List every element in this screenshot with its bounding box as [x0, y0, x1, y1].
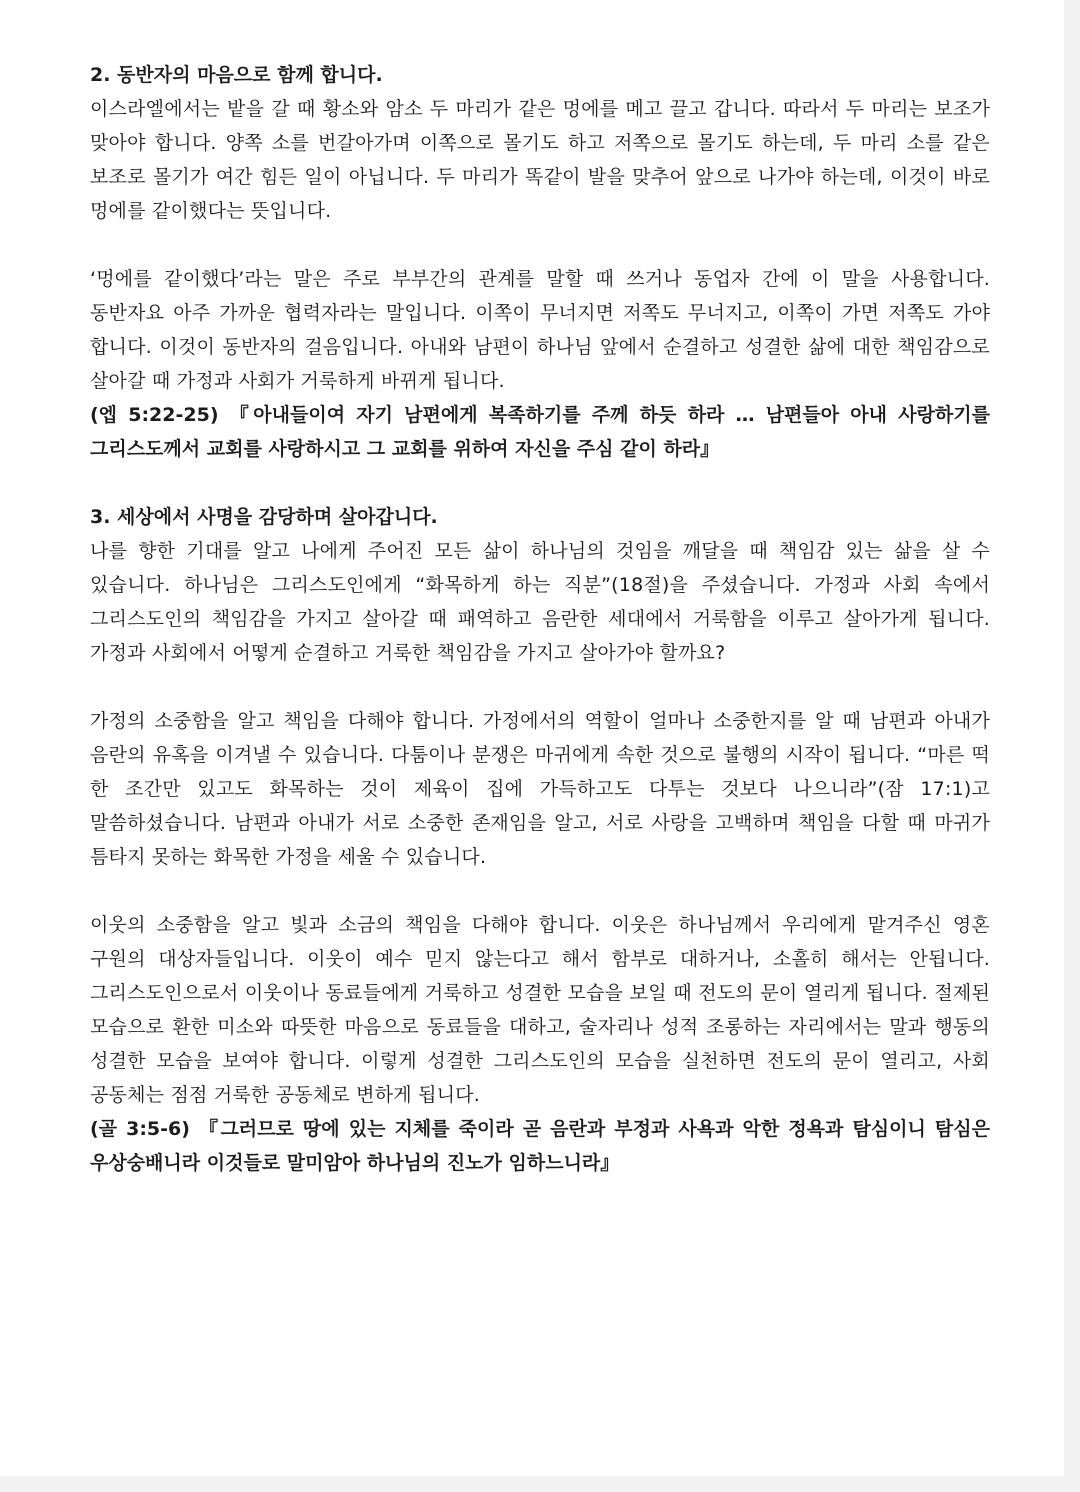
section-2-paragraph-2: ‘멍에를 같이했다’라는 말은 주로 부부간의 관계를 말할 때 쓰거나 동업자 간에 이 말을 사용합니다. 동반자요 아주 가까운 협력자라는 말입니다. 이쪽이 무너지면 저쪽도 무너지고, 이쪽이 가면 저쪽도 가야 합니다. 이것이 동반자의 걸음입니다. 아내와 남편이 하나님 앞에서 순결하고 성결한 삶에 대한 책임감으로 살아갈 때 가정과 사회가 거룩하게 바뀌게 됩니다.: [90, 268, 990, 392]
document-content: [90, 58, 990, 1180]
paragraph-gap: [90, 466, 990, 500]
section-3-paragraph-3: 이웃의 소중함을 알고 빛과 소금의 책임을 다해야 합니다. 이웃은 하나님께서 우리에게 맡겨주신 영혼 구원의 대상자들입니다. 이웃이 예수 믿지 않는다고 해서 함부로 대하거나, 소홀히 해서는 안됩니다. 그리스도인으로서 이웃이나 동료들에게 거룩하고 성결한 모습을 보일 때 전도의 문이 열리게 됩니다. 절제된 모습으로 환한 미소와 따뜻한 마음으로 동료들을 대하고, 술자리나 성적 조롱하는 자리에서는 말과 행동의 성결한 모습을 보여야 합니다. 이렇게 성결한 그리스도인의 모습을 실천하면 전도의 문이 열리고, 사회 공동체는 점점 거룩한 공동체로 변하게 됩니다.: [90, 914, 990, 1106]
paragraph-gap: [90, 874, 990, 908]
section-2-paragraph-1: 이스라엘에서는 밭을 갈 때 황소와 암소 두 마리가 같은 멍에를 메고 끌고 갑니다. 따라서 두 마리는 보조가 맞아야 합니다. 양쪽 소를 번갈아가며 이쪽으로 몰기도 하고 저쪽으로 몰기도 하는데, 두 마리 소를 같은 보조로 몰기가 여간 힘든 일이 아닙니다. 두 마리가 똑같이 발을 맞추어 앞으로 나가야 하는데, 이것이 바로 멍에를 같이했다는 뜻입니다.: [90, 98, 990, 222]
section-3-paragraph-1: 나를 향한 기대를 알고 나에게 주어진 모든 삶이 하나님의 것임을 깨달을 때 책임감 있는 삶을 살 수 있습니다. 하나님은 그리스도인에게 “화목하게 하는 직분”(18절)을 주셨습니다. 가정과 사회 속에서 그리스도인의 책임감을 가지고 살아갈 때 패역하고 음란한 세대에서 거룩함을 이루고 살아가게 됩니다. 가정과 사회에서 어떻게 순결하고 거룩한 책임감을 가지고 살아가야 할까요?: [90, 540, 990, 664]
section-2-scripture-verse: (엡 5:22-25) 『아내들이여 자기 남편에게 복족하기를 주께 하듯 하라 … 남편들아 아내 사랑하기를 그리스도께서 교회를 사랑하시고 그 교회를 위하여 자신을 주심 같이 하라』: [90, 404, 990, 460]
section-3-heading: 3. 세상에서 사명을 감당하며 살아갑니다.: [90, 506, 438, 528]
section-3-scripture-verse: (골 3:5-6) 『그러므로 땅에 있는 지체를 죽이라 곧 음란과 부정과 사욕과 악한 정욕과 탐심이니 탐심은 우상숭배니라 이것들로 말미암아 하나님의 진노가 임하느니라』: [90, 1118, 990, 1174]
paragraph-gap: [90, 670, 990, 704]
section-3-paragraph-2: 가정의 소중함을 알고 책임을 다해야 합니다. 가정에서의 역할이 얼마나 소중한지를 알 때 남편과 아내가 음란의 유혹을 이겨낼 수 있습니다. 다툼이나 분쟁은 마귀에게 속한 것으로 불행의 시작이 됩니다. “마른 떡 한 조간만 있고도 화목하는 것이 제육이 집에 가득하고도 다투는 것보다 나으니라”(잠 17:1)고 말씀하셨습니다. 남편과 아내가 서로 소중한 존재임을 알고, 서로 사랑을 고백하며 책임을 다할 때 마귀가 틈타지 못하는 화목한 가정을 세울 수 있습니다.: [90, 710, 990, 868]
paragraph-gap: [90, 228, 990, 262]
section-2-heading: 2. 동반자의 마음으로 함께 합니다.: [90, 64, 383, 86]
